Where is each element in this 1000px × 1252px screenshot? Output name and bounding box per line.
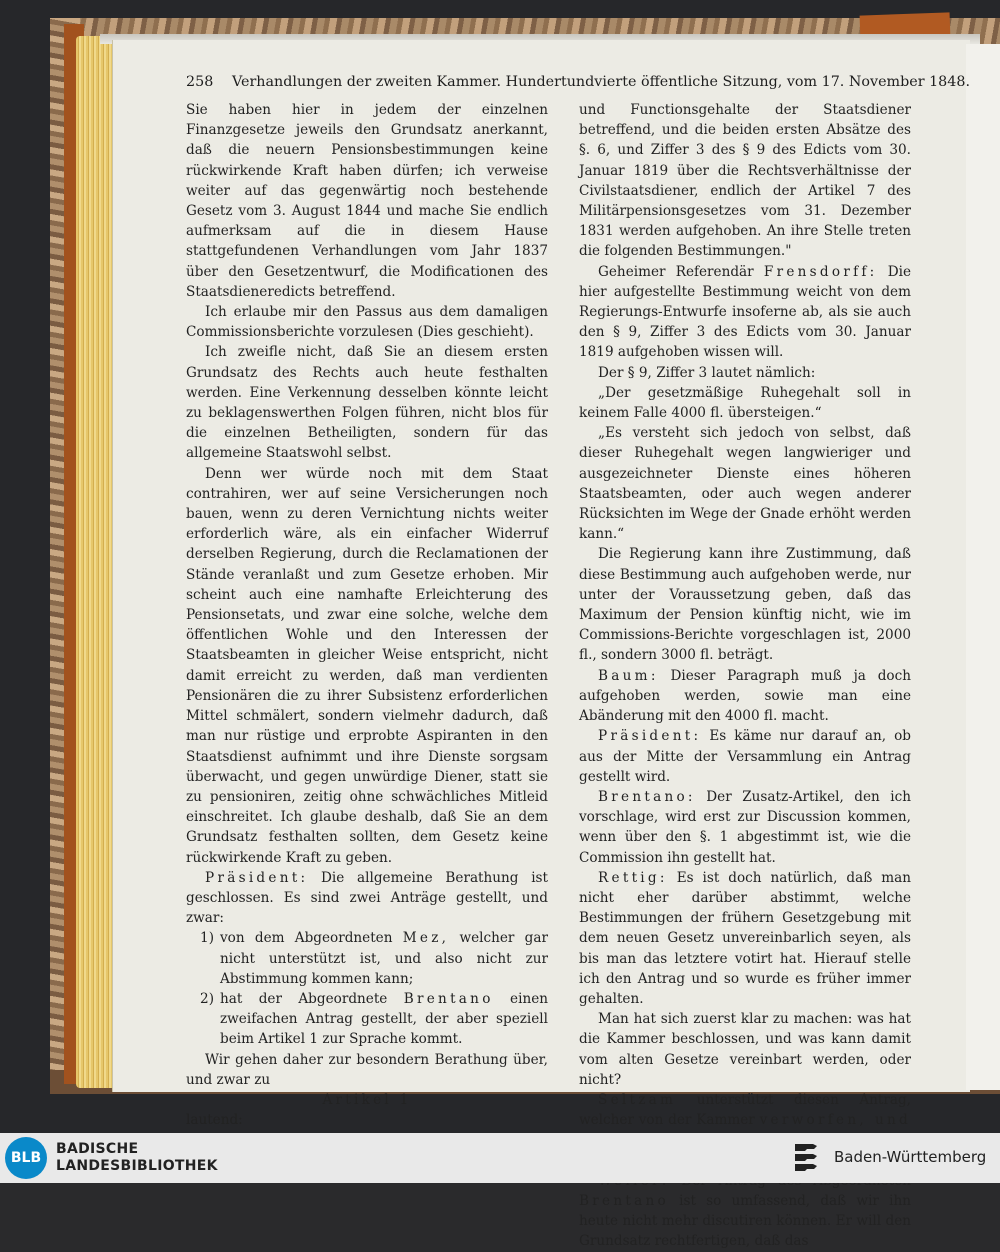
speaker-paragraph — [579, 868, 911, 1009]
next-page-edge — [966, 44, 1000, 1090]
state-name[interactable]: Baden-Württemberg — [834, 1148, 987, 1166]
speaker-name: Brentano: — [598, 788, 696, 805]
library-name-line1: BADISCHE — [56, 1141, 139, 1157]
speaker-name: Präsident: — [598, 728, 702, 745]
paragraph: Ich erlaube mir den Passus aus dem damaligen Commissionsberichte vorzulesen (Dies geschieht). — [186, 304, 548, 341]
speech-text: Die hier aufgestellte Bestimmung weicht von dem Regierungs-Entwurfe insoferne ab, als sie auch den § 9, Ziffer 3 des Edicts vom 30. Januar 1819 aufgehoben wissen will. — [579, 263, 912, 361]
speaker-name: Rettig: — [598, 869, 668, 886]
speech-text: Dieser Paragraph muß ja doch aufgehoben werden, sowie man eine Abänderung mit den 4000 fl. macht. — [579, 667, 911, 725]
right-column — [579, 100, 911, 1252]
speech-text: Der Zusatz-Artikel, den ich vorschlage, wird erst zur Discussion kommen, wenn über den §. 1 abgestimmt ist, wie die Commission ihn gestellt hat. — [579, 788, 911, 866]
speech-text: Die allgemeine Berathung ist geschlossen. Es sind zwei Anträge gestellt, und zwar: — [186, 869, 548, 927]
paragraph: Der § 9, Ziffer 3 lautet nämlich: — [598, 364, 816, 381]
paragraph: lautend: — [186, 1112, 243, 1129]
quote: „Es versteht sich jedoch von selbst, daß dieser Ruhegehalt wegen langwieriger und ausgezeichneter Dienste eines höheren Staatsbeamten, oder auch wegen anderer Rücksichten im Wege der Gnade erhöht werden kann.“ — [579, 425, 911, 543]
list-text — [220, 928, 548, 989]
paragraph: Denn wer würde noch mit dem Staat contrahiren, wer auf seine Versicherungen noch bauen, wenn zu deren Vernichtung nichts weiter erforderlich wäre, als ein einfacher Widerruf derselben Regierung, durch die Reclamationen der Stände veranlaßt und zum Gesetze erhoben. Mir scheint auch eine namhafte Erleichterung des Pensionsetats, und zwar eine solche, welche dem öffentlichen Wohle und den Interessen der Staatsbeamten in gleicher Weise entspricht, nicht damit erreicht zu werden, daß man verdienten Pensionären die zu ihrer Subsistenz erforderlichen Mittel schmälert, sondern vielmehr dadurch, daß man nur rüstige und erprobte Aspiranten in den Staatsdienst aufnimmt und ihre Dienste sorgsam überwacht, und gegen unwürdige Diener, statt sie zu pensioniren, zeitig ohne schwächliches Mitleid einschreitet. Ich glaube deshalb, daß Sie an dem Grundsatz festhalten sollten, dem Gesetz keine rückwirkende Kraft zu geben. — [186, 465, 548, 866]
speaker-name: Baum: — [598, 667, 659, 684]
person-name: Brentano — [579, 1192, 669, 1209]
speaker-paragraph — [579, 666, 911, 727]
list-number: 1) — [200, 930, 214, 947]
paragraph: Ich zweifle nicht, daß Sie an diesem ersten Grundsatz des Rechts auch heute festhalten werden. Eine Verkennung desselben könnte leicht zu beklagenswerthen Folgen führen, nicht blos für die einzelnen Betheiligten, sondern für das allgemeine Staatswohl selbst. — [186, 344, 548, 462]
speech-text: ist so umfassend, daß wir ihn heute nicht mehr discutiren können. Er will den Grundsatz rechtfertigen, daß das — [579, 1192, 911, 1250]
quote: „Der gesetzmäßige Ruhegehalt soll in keinem Falle 4000 fl. übersteigen.“ — [579, 384, 911, 422]
paragraph: Man hat sich zuerst klar zu machen: was hat die Kammer beschlossen, und was kann damit vom alten Gesetze vereinbart werden, oder nicht? — [579, 1011, 911, 1088]
speaker-name: Frensdorff: — [763, 263, 878, 280]
article-heading: Artikel 1 — [322, 1091, 412, 1108]
list-text — [220, 989, 548, 1050]
person-name: Brentano — [403, 990, 494, 1007]
paragraph: Sie haben hier in jedem der einzelnen Finanzgesetze jeweils den Grundsatz anerkannt, daß die neuern Pensionsbestimmungen keine rückwirkende Kraft haben dürfen; ich verweise weiter auf das gegenwärtig noch bestehende Gesetz vom 3. August 1844 und mache Sie endlich aufmerksam auf die in diesem Hause stattgefundenen Verhandlungen vom Jahr 1837 über den Gesetzentwurf, die Modificationen des Staatsdieneredicts betreffend. — [186, 102, 548, 300]
speaker-paragraph — [579, 262, 911, 363]
blb-logo[interactable]: BLB — [5, 1137, 47, 1179]
list-number: 2) — [200, 990, 214, 1007]
running-header — [186, 74, 971, 90]
speech-text: Es ist doch natürlich, daß man nicht eher darüber abstimmt, welche Bestimmungen der frühern Gesetzgebung mit dem neuen Gesetz unvereinbarlich seyen, als bis man das letztere votirt hat. Hierauf stelle ich den Antrag und so wurde es früher immer gehalten. — [579, 869, 911, 1007]
baden-wuerttemberg-lions-icon[interactable] — [792, 1141, 822, 1175]
speech-text: unterstützt diesen Antrag, welcher von der Kammer — [579, 1091, 911, 1129]
paragraph: und Functionsgehalte der Staatsdiener betreffend, und die beiden ersten Absätze des §. 6, und Ziffer 3 des § 9 des Edicts vom 30. Januar 1819 über die Rechtsverhältnisse der Civilstaatsdiener, endlich der Artikel 7 des Militärpensionsgesetzes vom 31. Dezember 1831 werden aufgehoben. An ihre Stelle treten die folgenden Bestimmungen." — [579, 102, 911, 260]
paragraph: Die Regierung kann ihre Zustimmung, daß diese Bestimmung auch aufgehoben werde, nur unter der Voraussetzung geben, daß das Maximum der Pension künftig nicht, wie im Commissions-Berichte vorgeschlagen ist, 2000 fl., sondern 3000 fl. beträgt. — [579, 546, 911, 664]
text: hat der Abgeordnete — [220, 990, 388, 1007]
page-number: 258 — [186, 74, 214, 90]
speaker-paragraph — [579, 787, 911, 868]
library-name-line2: LANDESBIBLIOTHEK — [56, 1158, 218, 1174]
speaker-name: Seltzam — [598, 1091, 677, 1108]
speaker-paragraph — [186, 868, 548, 929]
person-name: Mez, — [402, 930, 450, 947]
text: einen zweifachen Antrag gestellt, der aber speziell beim Artikel 1 zur Sprache kommt. — [220, 990, 548, 1048]
list-item — [186, 928, 548, 989]
paragraph: Wir gehen daher zur besondern Berathung über, und zwar zu — [186, 1051, 548, 1088]
spaced-text: verworfen, und — [759, 1112, 912, 1129]
left-column — [186, 100, 548, 1171]
speaker-name: Präsident: — [205, 869, 309, 886]
speaker-paragraph — [579, 726, 911, 787]
library-name[interactable] — [56, 1141, 218, 1175]
speech-text: Es käme nur darauf an, ob aus der Mitte der Versammlung ein Antrag gestellt wird. — [579, 728, 911, 785]
list-item — [186, 989, 548, 1050]
text: von dem Abgeordneten — [220, 930, 393, 947]
footer-bar — [0, 1133, 1000, 1183]
header-title: Verhandlungen der zweiten Kammer. Hundertundvierte öffentliche Sitzung, vom 17. November 1848. — [232, 74, 971, 90]
text: welcher gar nicht unterstützt ist, und also nicht zur Abstimmung kommen kann; — [220, 930, 548, 987]
text: Geheimer Referendär — [598, 263, 754, 280]
